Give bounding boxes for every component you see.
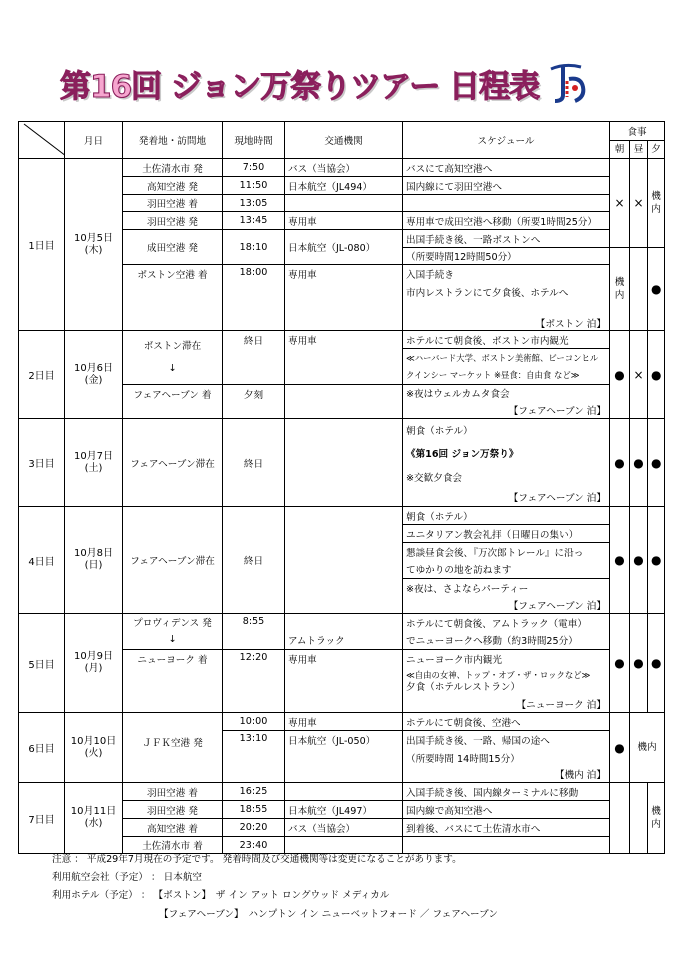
schedule-cell: クインシー マーケット ※昼食：自由食 など≫ [403,367,610,385]
schedule-cell: 出国手続き後、一路ボストンへ [403,230,610,248]
itinerary-table [18,121,665,854]
schedule-cell: ※夜は、さよならパーティー [403,579,610,597]
place-cell: プロヴィデンス 発 ↓ [123,614,223,650]
time-cell: 13:05 [223,195,285,212]
table-row [19,331,665,349]
meal-breakfast: × [610,159,630,248]
schedule-cell: ユニタリアン教会礼拝（日曜日の集い） [403,525,610,543]
time-cell: 18:10 [223,230,285,265]
time-cell: 終日 [223,331,285,385]
schedule-cell: 到着後、バスにて土佐清水市へ [403,819,610,837]
time-cell: 11:50 [223,177,285,195]
schedule-cell: てゆかりの地を訪ねます [403,561,610,579]
schedule-cell: ≪自由の女神、トップ・オブ・ザ・ロックなど≫ 夕食（ホテルレストラン） [403,668,610,696]
event-title: 《第16回 ジョン万祭り》 [403,441,610,465]
header-dinner: 夕 [648,140,665,159]
meal-breakfast: 機 内 [610,248,630,331]
meal-lunch [630,783,648,854]
time-cell: 12:20 [223,650,285,713]
place-cell: 土佐清水市 着 [123,837,223,854]
table-row [19,507,665,525]
transport-cell: 専用車 [285,212,403,230]
transport-cell: 日本航空（JL-050） [285,731,403,783]
header-transport: 交通機関 [285,122,403,159]
place-cell: フェアヘーブン滞在 [123,419,223,507]
table-row [19,419,665,441]
header-time: 現地時間 [223,122,285,159]
schedule-cell: 市内レストランにて夕食後、ホテルへ [403,283,610,301]
meal-lunch: ● [630,419,648,507]
time-cell: 8:55 [223,614,285,650]
time-cell: 16:25 [223,783,285,801]
place-cell: ボストン空港 着 [123,265,223,331]
transport-cell: 日本航空（JL497） [285,801,403,819]
tour-logo-icon [545,61,589,105]
meal-lunch [630,248,648,331]
meal-dinner: ● [648,614,665,713]
meal-breakfast: ● [610,507,630,614]
schedule-cell: 朝食（ホテル） [403,419,610,441]
arrow-down-icon: ↓ [168,633,177,645]
table-row [19,783,665,801]
table-row [19,614,665,632]
meal-dinner: ● [648,331,665,419]
schedule-cell: （所要時間 14時間15分） [403,749,610,767]
transport-cell: バス（当協会） [285,159,403,177]
day-date: 10月7日 (土) [65,419,123,507]
arrow-down-icon: ↓ [168,362,177,374]
meal-lunch: ● [630,507,648,614]
day-label: 6日目 [19,713,65,783]
transport-cell [285,783,403,801]
schedule-cell: ≪ハーバード大学、ボストン美術館、ビーコンヒル [403,349,610,367]
transport-cell [285,195,403,212]
time-cell: 終日 [223,507,285,614]
transport-cell: アムトラック [285,614,403,650]
day-date: 10月11日 (水) [65,783,123,854]
meal-dinner: 機 内 [648,783,665,854]
time-cell: 13:45 [223,212,285,230]
schedule-cell: ホテルにて朝食後、空港へ [403,713,610,731]
transport-cell [285,419,403,507]
transport-cell: 専用車 [285,265,403,331]
transport-cell: 専用車 [285,331,403,385]
corner-cell [19,122,65,159]
place-cell: 羽田空港 発 [123,212,223,230]
day-label: 4日目 [19,507,65,614]
place-cell: ＪＦＫ空港 発 [123,713,223,783]
day-date: 10月5日 (木) [65,159,123,331]
day-label: 5日目 [19,614,65,713]
day-label: 2日目 [19,331,65,419]
meal-lunch: ● [630,614,648,713]
meal-dinner: ● [648,507,665,614]
time-cell: 7:50 [223,159,285,177]
meal-breakfast: ● [610,331,630,419]
schedule-cell: ニューヨーク市内観光 [403,650,610,668]
schedule-cell [403,195,610,212]
transport-cell [285,385,403,419]
schedule-cell: バスにて高知空港へ [403,159,610,177]
schedule-cell: ※夜はウェルカムタ食会 [403,385,610,402]
meal-breakfast: ● [610,614,630,713]
schedule-cell: 国内線にて羽田空港へ [403,177,610,195]
time-cell: 20:20 [223,819,285,837]
place-cell: ボストン滞在 ↓ [123,331,223,385]
header-lunch: 昼 [630,140,648,159]
schedule-cell: ホテルにて朝食後、アムトラック（電車） [403,614,610,632]
hotel-note: 【フェアヘーブン 泊】 [403,402,610,419]
meal-dinner: 機 内 [648,159,665,248]
time-cell: 13:10 [223,731,285,783]
schedule-cell: 朝食（ホテル） [403,507,610,525]
time-cell: 終日 [223,419,285,507]
day-label: 1日目 [19,159,65,331]
header-breakfast: 朝 [610,140,630,159]
meal-dinner: ● [648,248,665,331]
place-cell: 高知空港 発 [123,177,223,195]
footer-hotel-boston: 利用ホテル（予定） ： 【ボストン】 ザ イン アット ロングウッド メディカル [52,890,390,901]
place-cell: 高知空港 着 [123,819,223,837]
place-cell: 成田空港 発 [123,230,223,265]
transport-cell: 日本航空（JL-080） [285,230,403,265]
time-cell: 23:40 [223,837,285,854]
meal-breakfast [610,783,630,854]
schedule-cell: でニューヨークへ移動（約3時間25分） [403,632,610,650]
place-cell: 羽田空港 着 [123,783,223,801]
day-date: 10月8日 (日) [65,507,123,614]
schedule-cell: 入国手続き後、国内線ターミナルに移動 [403,783,610,801]
schedule-cell: ※交歓夕食会 [403,465,610,489]
time-cell: 18:00 [223,265,285,331]
place-cell: フェアヘーブン 着 [123,385,223,419]
place-cell: 羽田空港 着 [123,195,223,212]
schedule-cell: ホテルにて朝食後、ボストン市内観光 [403,331,610,349]
meal-lunch: × [630,159,648,248]
transport-cell: 専用車 [285,650,403,713]
transport-cell: 専用車 [285,713,403,731]
place-cell: ニューヨーク 着 [123,650,223,713]
place-cell: 羽田空港 発 [123,801,223,819]
schedule-cell: 入国手続き [403,265,610,283]
day-date: 10月9日 (月) [65,614,123,713]
schedule-cell: 国内線で高知空港へ [403,801,610,819]
meal-lunch: × [630,331,648,419]
table-row [19,713,665,731]
place-cell: 土佐清水市 発 [123,159,223,177]
place-cell: フェアヘーブン滞在 [123,507,223,614]
day-label: 7日目 [19,783,65,854]
time-cell: 18:55 [223,801,285,819]
header-schedule: スケジュール [403,122,610,159]
schedule-cell: 専用車で成田空港へ移動（所要1時間25分） [403,212,610,230]
meal-breakfast: ● [610,713,630,783]
transport-cell: 日本航空（JL494） [285,177,403,195]
meal-lunch-dinner: 機内 [630,713,665,783]
schedule-cell: 出国手続き後、一路、帰国の途へ [403,731,610,749]
header-date: 月日 [65,122,123,159]
hotel-note: 【フェアヘーブン 泊】 [403,597,610,614]
hotel-note: 【フェアヘーブン 泊】 [403,489,610,507]
schedule-cell: （所要時間12時間50分） [403,248,610,265]
footer-note: 注意 ： 平成29年7月現在の予定です。 発着時間及び交通機関等は変更になることがあります。 [52,854,462,865]
header-place: 発着地・訪問地 [123,122,223,159]
footer-hotel-fairhaven: 【フェアヘーブン】 ハンプトン イン ニューベットフォード ／ フェアヘーブン [159,909,498,920]
hotel-note: 【ボストン 泊】 [403,301,610,331]
day-date: 10月10日 (火) [65,713,123,783]
header-row [19,122,665,141]
transport-cell: バス（当協会） [285,819,403,837]
hotel-note: 【機内 泊】 [403,767,610,783]
meal-breakfast: ● [610,419,630,507]
time-cell: 夕刻 [223,385,285,419]
time-cell: 10:00 [223,713,285,731]
hotel-note: 【ニューヨーク 泊】 [403,696,610,713]
transport-cell [285,507,403,614]
page-title: 第16回 ジョン万祭りツアー 日程表 [60,68,540,105]
day-label: 3日目 [19,419,65,507]
page-header [60,58,589,108]
footer-airline: 利用航空会社（予定） ： 日本航空 [52,872,203,883]
header-meals: 食事 [610,122,665,141]
day-date: 10月6日 (金) [65,331,123,419]
table-row [19,159,665,177]
schedule-cell: 懇談昼食会後、『万次郎トレール』に沿っ [403,543,610,561]
meal-dinner: ● [648,419,665,507]
